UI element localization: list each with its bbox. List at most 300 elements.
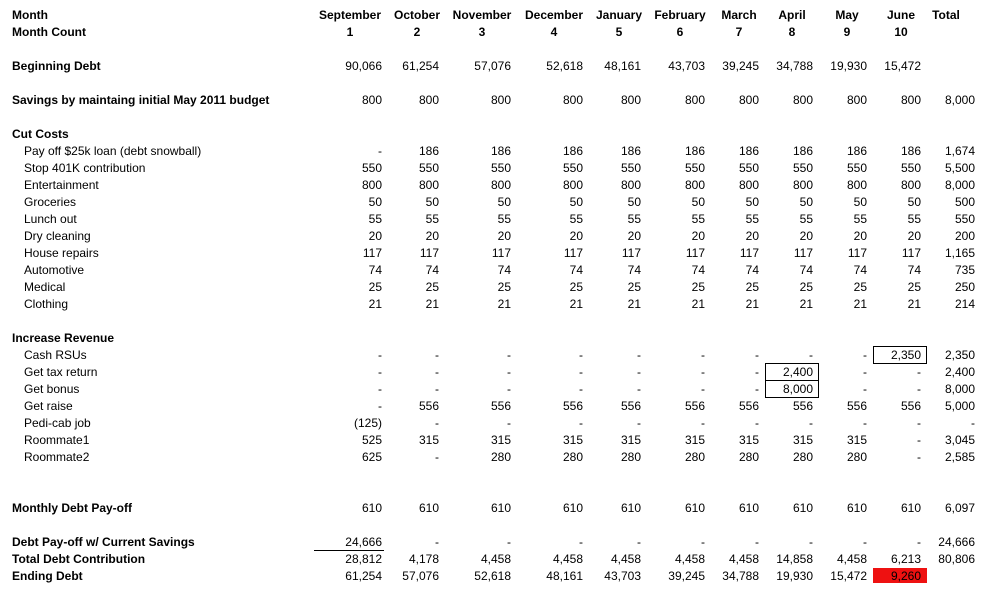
cell-value[interactable]: 117 xyxy=(491,246,511,260)
cell-total[interactable]: 214 xyxy=(954,297,975,311)
cell-value[interactable]: - xyxy=(378,365,382,379)
cell-value[interactable]: 19,930 xyxy=(776,569,813,583)
month-header[interactable]: June xyxy=(886,8,915,22)
cell-value[interactable]: 550 xyxy=(738,161,759,175)
cell-total[interactable]: 24,666 xyxy=(938,535,975,549)
row-label: Roommate2 xyxy=(24,450,90,464)
cell-value[interactable]: 117 xyxy=(739,246,759,260)
cell-total[interactable]: 2,585 xyxy=(944,450,975,464)
cell-value[interactable]: - xyxy=(507,382,511,396)
cell-value[interactable]: 315 xyxy=(620,433,641,447)
month-header[interactable]: April xyxy=(778,8,806,22)
cell-value[interactable]: 25 xyxy=(627,280,641,294)
cell-total[interactable]: 735 xyxy=(954,263,975,277)
cell-value[interactable]: 25 xyxy=(569,280,583,294)
cell-value[interactable]: - xyxy=(378,144,382,158)
cell-value[interactable]: - xyxy=(863,348,867,362)
cell-value[interactable]: 20 xyxy=(368,229,382,243)
cell-value[interactable]: 800 xyxy=(361,178,382,192)
cell-value[interactable]: 25 xyxy=(853,280,867,294)
cell-total[interactable]: 8,000 xyxy=(944,93,975,107)
cell-value[interactable]: 50 xyxy=(745,195,759,209)
cell-value[interactable]: 55 xyxy=(368,212,382,226)
cell-value[interactable]: 550 xyxy=(418,161,439,175)
cell-value[interactable]: 556 xyxy=(562,399,583,413)
row-label: Get raise xyxy=(24,399,73,413)
cell-value[interactable]: 800 xyxy=(620,93,641,107)
cell-value[interactable]: 55 xyxy=(907,212,921,226)
cell-value[interactable]: 550 xyxy=(490,161,511,175)
cell-value[interactable]: 39,245 xyxy=(722,59,759,73)
cell-value[interactable]: 186 xyxy=(490,144,511,158)
cell-value[interactable]: 20 xyxy=(497,229,511,243)
cell-value[interactable]: 20 xyxy=(627,229,641,243)
cell-value[interactable]: 550 xyxy=(562,161,583,175)
month-count-value[interactable]: 4 xyxy=(550,25,558,39)
cell-value[interactable]: 800 xyxy=(418,93,439,107)
cell-value[interactable]: 800 xyxy=(361,93,382,107)
cell-value[interactable]: 315 xyxy=(418,433,439,447)
cell-value[interactable]: 556 xyxy=(418,399,439,413)
cell-value[interactable]: 800 xyxy=(418,178,439,192)
ending-debt-row xyxy=(0,568,994,585)
section-title: Increase Revenue xyxy=(12,331,115,345)
cell-value[interactable]: - xyxy=(435,535,439,549)
cell-value[interactable]: 800 xyxy=(846,93,867,107)
cell-value[interactable]: - xyxy=(507,535,511,549)
cell-value[interactable]: 610 xyxy=(900,501,921,515)
cell-value[interactable]: 117 xyxy=(563,246,583,260)
cell-value[interactable]: 4,458 xyxy=(552,552,583,566)
cell-value[interactable]: (125) xyxy=(353,416,382,430)
cell-value[interactable]: - xyxy=(378,348,382,362)
cell-value[interactable]: 25 xyxy=(745,280,759,294)
cell-value[interactable]: 55 xyxy=(569,212,583,226)
cell-value[interactable]: 610 xyxy=(562,501,583,515)
cell-value[interactable]: - xyxy=(435,416,439,430)
cell-value[interactable]: 800 xyxy=(620,178,641,192)
cell-value[interactable]: 21 xyxy=(799,297,813,311)
cell-value[interactable]: 315 xyxy=(846,433,867,447)
cell-value[interactable]: 800 xyxy=(562,178,583,192)
cell-value[interactable]: 43,703 xyxy=(668,59,705,73)
cell-value[interactable]: - xyxy=(435,382,439,396)
cell-value[interactable]: 610 xyxy=(418,501,439,515)
cell-value[interactable]: 74 xyxy=(627,263,641,277)
cell-value[interactable]: 28,812 xyxy=(345,552,382,566)
cell-value[interactable]: - xyxy=(579,535,583,549)
cell-value[interactable]: 25 xyxy=(691,280,705,294)
cell-value[interactable]: - xyxy=(917,382,921,396)
cell-value[interactable]: 20 xyxy=(907,229,921,243)
cell-value[interactable]: 800 xyxy=(490,93,511,107)
cell-value[interactable]: - xyxy=(701,365,705,379)
cell-value[interactable]: 21 xyxy=(691,297,705,311)
cell-value[interactable]: 20 xyxy=(853,229,867,243)
cell-value[interactable]: 800 xyxy=(562,93,583,107)
cell-total[interactable]: - xyxy=(971,416,975,430)
cell-value[interactable]: 186 xyxy=(738,144,759,158)
cell-value[interactable]: 55 xyxy=(627,212,641,226)
cell-value[interactable]: 315 xyxy=(792,433,813,447)
cell-total[interactable]: 250 xyxy=(954,280,975,294)
cell-value[interactable]: 50 xyxy=(627,195,641,209)
cell-value[interactable]: - xyxy=(863,535,867,549)
cell-value[interactable]: - xyxy=(637,365,641,379)
cell-value[interactable]: - xyxy=(809,535,813,549)
cell-value[interactable]: 610 xyxy=(738,501,759,515)
cell-value[interactable]: 39,245 xyxy=(668,569,705,583)
cell-value[interactable]: 610 xyxy=(620,501,641,515)
cell-value[interactable]: 4,458 xyxy=(480,552,511,566)
cell-value[interactable]: 4,458 xyxy=(728,552,759,566)
month-count-value[interactable]: 2 xyxy=(413,25,421,39)
cell-value[interactable]: 74 xyxy=(497,263,511,277)
revenue-row xyxy=(0,381,994,398)
row-label: Stop 401K contribution xyxy=(24,161,146,175)
cell-value[interactable]: 556 xyxy=(684,399,705,413)
cell-value[interactable]: 21 xyxy=(368,297,382,311)
cell-value[interactable]: 315 xyxy=(490,433,511,447)
row-label: Monthly Debt Pay-off xyxy=(12,501,132,515)
cell-value[interactable]: - xyxy=(863,382,867,396)
cell-value[interactable]: 550 xyxy=(900,161,921,175)
cell-value[interactable]: - xyxy=(378,382,382,396)
cell-value[interactable]: 52,618 xyxy=(546,59,583,73)
cell-value[interactable]: 2,400 xyxy=(782,365,813,379)
month-count-value[interactable]: 3 xyxy=(478,25,486,39)
month-header[interactable]: October xyxy=(393,8,440,22)
cell-value[interactable]: 556 xyxy=(792,399,813,413)
cell-value[interactable]: - xyxy=(637,348,641,362)
cell-value[interactable]: 800 xyxy=(738,178,759,192)
cell-value[interactable]: 315 xyxy=(684,433,705,447)
row-label: Dry cleaning xyxy=(24,229,91,243)
cell-value[interactable]: - xyxy=(701,535,705,549)
cell-value[interactable]: - xyxy=(507,416,511,430)
cell-total[interactable]: 2,350 xyxy=(944,348,975,362)
cell-value[interactable]: 55 xyxy=(497,212,511,226)
header-label: Month xyxy=(12,8,48,22)
savings-row xyxy=(0,92,994,109)
cell-value[interactable]: 9,260 xyxy=(890,569,921,583)
cell-value[interactable]: 74 xyxy=(907,263,921,277)
cell-value[interactable]: 800 xyxy=(900,178,921,192)
month-count-value[interactable]: 9 xyxy=(843,25,851,39)
cell-value[interactable]: 315 xyxy=(738,433,759,447)
cell-value[interactable]: 550 xyxy=(792,161,813,175)
cell-value[interactable]: - xyxy=(701,348,705,362)
cell-value[interactable]: - xyxy=(507,348,511,362)
row-label: Get tax return xyxy=(24,365,98,379)
cell-value[interactable]: 625 xyxy=(361,450,382,464)
cell-value[interactable]: 280 xyxy=(684,450,705,464)
cell-value[interactable]: 550 xyxy=(361,161,382,175)
cell-value[interactable]: 2,350 xyxy=(890,348,921,362)
month-header[interactable]: December xyxy=(524,8,584,22)
cell-value[interactable]: 15,472 xyxy=(884,59,921,73)
cell-value[interactable]: - xyxy=(755,382,759,396)
cut-costs-row xyxy=(0,177,994,194)
cell-value[interactable]: - xyxy=(755,416,759,430)
cell-value[interactable]: 186 xyxy=(792,144,813,158)
cell-value[interactable]: 610 xyxy=(490,501,511,515)
cell-total[interactable]: 550 xyxy=(954,212,975,226)
cell-total[interactable]: 200 xyxy=(954,229,975,243)
cell-value[interactable]: - xyxy=(435,450,439,464)
cell-value[interactable]: - xyxy=(863,416,867,430)
cell-value[interactable]: 50 xyxy=(569,195,583,209)
cell-value[interactable]: 610 xyxy=(846,501,867,515)
cell-value[interactable]: - xyxy=(637,535,641,549)
month-header[interactable]: May xyxy=(835,8,859,22)
cell-total[interactable]: 1,165 xyxy=(944,246,975,260)
cell-value[interactable]: - xyxy=(378,399,382,413)
cell-value[interactable]: 117 xyxy=(901,246,921,260)
cell-value[interactable]: 14,858 xyxy=(776,552,813,566)
cell-value[interactable]: - xyxy=(579,382,583,396)
cell-value[interactable]: - xyxy=(917,433,921,447)
cell-value[interactable]: 48,161 xyxy=(546,569,583,583)
total-contribution-row xyxy=(0,551,994,568)
cell-value[interactable]: 280 xyxy=(620,450,641,464)
cell-value[interactable]: 280 xyxy=(792,450,813,464)
cell-value[interactable]: 550 xyxy=(684,161,705,175)
cell-value[interactable]: 48,161 xyxy=(604,59,641,73)
cell-value[interactable]: 25 xyxy=(907,280,921,294)
cell-value[interactable]: 186 xyxy=(562,144,583,158)
cell-value[interactable]: - xyxy=(701,416,705,430)
cell-value[interactable]: 556 xyxy=(620,399,641,413)
cell-value[interactable]: 15,472 xyxy=(830,569,867,583)
revenue-row xyxy=(0,432,994,449)
cell-value[interactable]: 55 xyxy=(691,212,705,226)
cell-value[interactable]: 186 xyxy=(418,144,439,158)
cell-value[interactable]: 50 xyxy=(691,195,705,209)
cell-value[interactable]: - xyxy=(809,416,813,430)
month-count-value[interactable]: 1 xyxy=(346,25,354,39)
cell-value[interactable]: - xyxy=(755,535,759,549)
cell-total[interactable]: 80,806 xyxy=(938,552,975,566)
month-count-value[interactable]: 5 xyxy=(615,25,623,39)
cell-total[interactable]: 1,674 xyxy=(944,144,975,158)
cell-value[interactable]: 24,666 xyxy=(345,535,382,549)
cell-value[interactable]: - xyxy=(435,365,439,379)
cell-value[interactable]: 25 xyxy=(799,280,813,294)
cell-value[interactable]: 550 xyxy=(620,161,641,175)
cell-value[interactable]: 34,788 xyxy=(776,59,813,73)
cell-value[interactable]: 61,254 xyxy=(402,59,439,73)
cell-total[interactable]: 6,097 xyxy=(944,501,975,515)
cell-total[interactable]: 500 xyxy=(954,195,975,209)
cell-value[interactable]: 90,066 xyxy=(345,59,382,73)
cell-value[interactable]: 610 xyxy=(361,501,382,515)
cell-value[interactable]: 280 xyxy=(562,450,583,464)
cell-value[interactable]: 50 xyxy=(907,195,921,209)
cell-value[interactable]: 280 xyxy=(490,450,511,464)
cell-total[interactable]: 8,000 xyxy=(944,178,975,192)
section-title: Cut Costs xyxy=(12,127,69,141)
cell-value[interactable]: 74 xyxy=(745,263,759,277)
cell-value[interactable]: 525 xyxy=(361,433,382,447)
cut-costs-row xyxy=(0,143,994,160)
cell-value[interactable]: 800 xyxy=(792,178,813,192)
cell-value[interactable]: - xyxy=(507,365,511,379)
month-header[interactable]: March xyxy=(721,8,757,22)
cell-value[interactable]: 800 xyxy=(900,93,921,107)
cell-value[interactable]: 117 xyxy=(685,246,705,260)
cell-value[interactable]: 610 xyxy=(684,501,705,515)
cell-value[interactable]: 21 xyxy=(853,297,867,311)
month-count-row xyxy=(0,24,994,41)
cell-value[interactable]: - xyxy=(435,348,439,362)
beginning-debt-row xyxy=(0,58,994,75)
month-header[interactable]: February xyxy=(654,8,706,22)
cell-value[interactable]: 800 xyxy=(792,93,813,107)
cell-value[interactable]: 4,458 xyxy=(674,552,705,566)
cell-value[interactable]: 21 xyxy=(627,297,641,311)
cell-value[interactable]: - xyxy=(755,348,759,362)
cell-total[interactable]: 5,500 xyxy=(944,161,975,175)
row-label: Get bonus xyxy=(24,382,80,396)
cell-value[interactable]: 20 xyxy=(799,229,813,243)
cell-value[interactable]: 74 xyxy=(853,263,867,277)
cell-value[interactable]: - xyxy=(579,348,583,362)
cell-value[interactable]: 52,618 xyxy=(474,569,511,583)
cell-total[interactable]: 3,045 xyxy=(944,433,975,447)
month-header[interactable]: November xyxy=(452,8,512,22)
cell-value[interactable]: 117 xyxy=(419,246,439,260)
month-count-value[interactable]: 7 xyxy=(735,25,743,39)
cell-value[interactable]: 556 xyxy=(490,399,511,413)
cell-value[interactable]: 800 xyxy=(684,178,705,192)
cell-value[interactable]: 4,458 xyxy=(836,552,867,566)
cell-value[interactable]: - xyxy=(917,416,921,430)
row-label: Medical xyxy=(24,280,66,294)
cell-value[interactable]: 800 xyxy=(490,178,511,192)
cell-value[interactable]: - xyxy=(917,535,921,549)
cell-value[interactable]: 556 xyxy=(846,399,867,413)
cell-value[interactable]: 20 xyxy=(425,229,439,243)
cell-value[interactable]: 34,788 xyxy=(722,569,759,583)
cell-total[interactable]: 2,400 xyxy=(944,365,975,379)
cell-value[interactable]: 6,213 xyxy=(890,552,921,566)
cell-value[interactable]: 50 xyxy=(853,195,867,209)
cell-value[interactable]: 4,178 xyxy=(408,552,439,566)
row-label: Automotive xyxy=(24,263,85,277)
increase-revenue-title xyxy=(0,330,994,347)
cell-value[interactable]: 280 xyxy=(738,450,759,464)
total-header[interactable]: Total xyxy=(932,8,960,22)
cell-value[interactable]: 25 xyxy=(368,280,382,294)
cell-value[interactable]: 55 xyxy=(745,212,759,226)
cell-total[interactable]: 8,000 xyxy=(944,382,975,396)
cell-value[interactable]: 550 xyxy=(846,161,867,175)
cell-value[interactable]: 20 xyxy=(569,229,583,243)
row-label: Clothing xyxy=(24,297,69,311)
cell-value[interactable]: 8,000 xyxy=(782,382,813,396)
cell-value[interactable]: 50 xyxy=(497,195,511,209)
cell-value[interactable]: 117 xyxy=(793,246,813,260)
cell-value[interactable]: - xyxy=(637,382,641,396)
cell-value[interactable]: 43,703 xyxy=(604,569,641,583)
cell-value[interactable]: 556 xyxy=(900,399,921,413)
cell-value[interactable]: 4,458 xyxy=(610,552,641,566)
cell-value[interactable]: - xyxy=(579,365,583,379)
cell-value[interactable]: 57,076 xyxy=(474,59,511,73)
month-header[interactable]: September xyxy=(318,8,382,22)
cell-value[interactable]: 186 xyxy=(900,144,921,158)
cell-value[interactable]: 19,930 xyxy=(830,59,867,73)
cell-value[interactable]: - xyxy=(579,416,583,430)
cell-value[interactable]: 117 xyxy=(362,246,382,260)
cell-value[interactable]: 556 xyxy=(738,399,759,413)
cell-value[interactable]: 186 xyxy=(846,144,867,158)
cell-value[interactable]: 74 xyxy=(691,263,705,277)
row-label: Pedi-cab job xyxy=(24,416,91,430)
cell-value[interactable]: 21 xyxy=(745,297,759,311)
cell-total[interactable] xyxy=(915,568,975,585)
cell-value[interactable]: 186 xyxy=(620,144,641,158)
cut-costs-row xyxy=(0,296,994,313)
cell-value[interactable]: 21 xyxy=(425,297,439,311)
cell-value[interactable]: 25 xyxy=(497,280,511,294)
month-header[interactable]: January xyxy=(595,8,643,22)
cell-value[interactable]: - xyxy=(809,348,813,362)
cell-value[interactable]: 800 xyxy=(684,93,705,107)
cell-value[interactable]: 20 xyxy=(691,229,705,243)
cell-value[interactable]: 800 xyxy=(846,178,867,192)
cell-value[interactable]: 315 xyxy=(562,433,583,447)
cell-value[interactable]: 74 xyxy=(799,263,813,277)
cell-value[interactable]: 117 xyxy=(847,246,867,260)
cell-total[interactable]: 5,000 xyxy=(944,399,975,413)
cell-value[interactable]: 74 xyxy=(425,263,439,277)
month-count-value[interactable]: 8 xyxy=(788,25,796,39)
header-row xyxy=(0,7,994,24)
cell-value[interactable]: 55 xyxy=(853,212,867,226)
cell-value[interactable]: 20 xyxy=(745,229,759,243)
cell-value[interactable]: 50 xyxy=(799,195,813,209)
cell-value[interactable]: 74 xyxy=(569,263,583,277)
cell-value[interactable]: 800 xyxy=(738,93,759,107)
cell-value[interactable]: 21 xyxy=(497,297,511,311)
cell-value[interactable]: - xyxy=(637,416,641,430)
cell-total[interactable] xyxy=(915,58,975,75)
cell-value[interactable]: 117 xyxy=(621,246,641,260)
cell-value[interactable]: 50 xyxy=(368,195,382,209)
cell-value[interactable]: 61,254 xyxy=(345,569,382,583)
cell-value[interactable]: 50 xyxy=(425,195,439,209)
cell-value[interactable]: 74 xyxy=(368,263,382,277)
cell-value[interactable]: - xyxy=(917,450,921,464)
cell-value[interactable]: 280 xyxy=(846,450,867,464)
cell-value[interactable]: 186 xyxy=(684,144,705,158)
cell-value[interactable]: - xyxy=(755,365,759,379)
cell-value[interactable]: 610 xyxy=(792,501,813,515)
cell-value[interactable]: 25 xyxy=(425,280,439,294)
month-count-value[interactable]: 10 xyxy=(894,25,908,39)
cell-value[interactable]: 55 xyxy=(425,212,439,226)
month-count-value[interactable]: 6 xyxy=(676,25,684,39)
cell-value[interactable]: 21 xyxy=(569,297,583,311)
cell-value[interactable]: 57,076 xyxy=(402,569,439,583)
cell-value[interactable]: - xyxy=(701,382,705,396)
cell-value[interactable]: 21 xyxy=(907,297,921,311)
cell-value[interactable]: - xyxy=(863,365,867,379)
cell-value[interactable]: - xyxy=(917,365,921,379)
cell-value[interactable]: 55 xyxy=(799,212,813,226)
